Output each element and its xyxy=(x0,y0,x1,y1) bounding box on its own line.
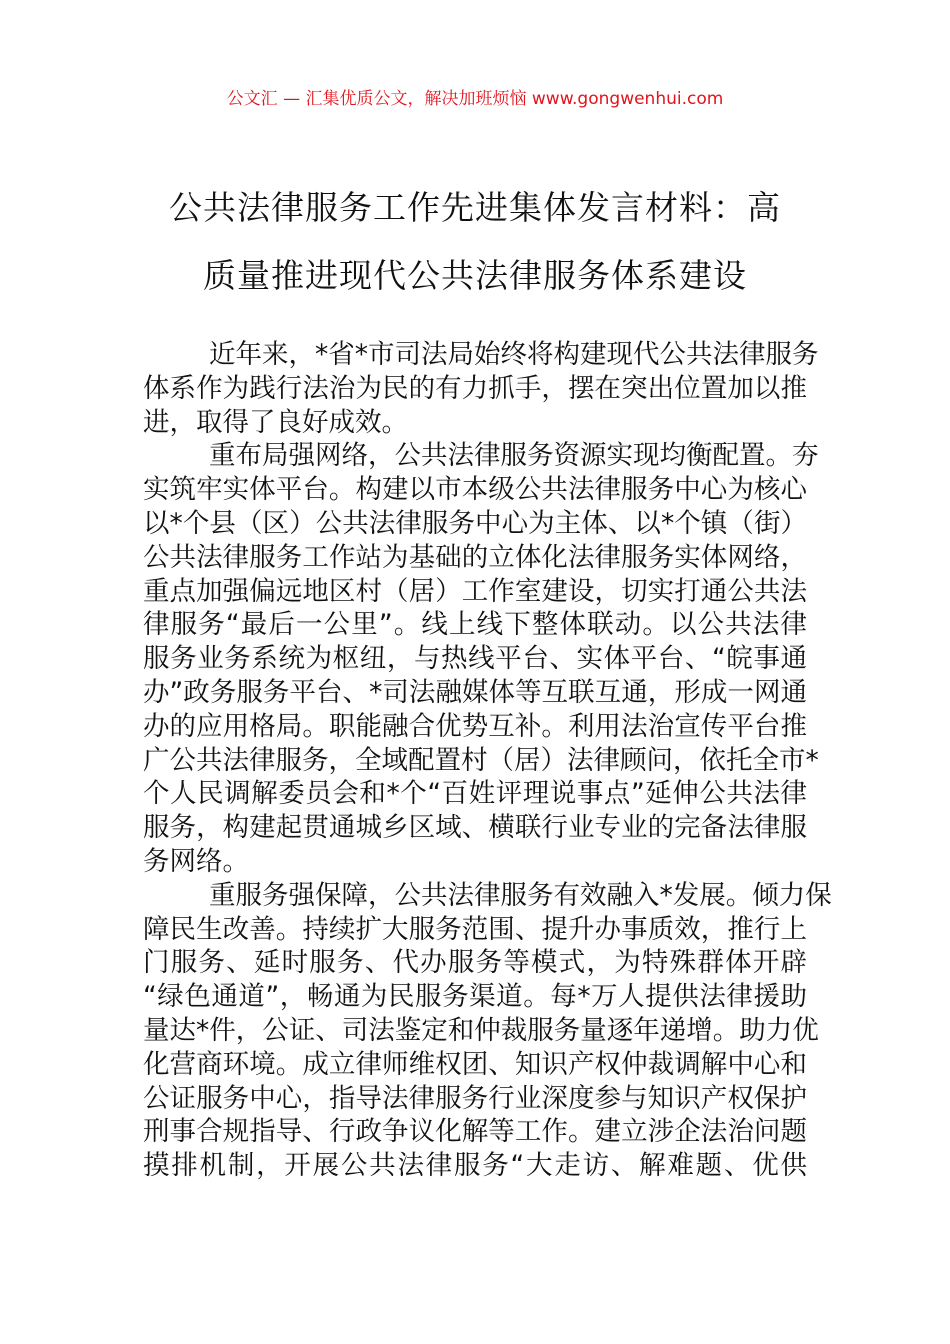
body-text-line: 体系作为践行法治为民的有力抓手，摆在突出位置加以推 xyxy=(143,372,807,404)
body-text-line: 律服务“最后一公里”。线上线下整体联动。以公共法律 xyxy=(143,609,807,641)
body-text-line: 服务，构建起贯通城乡区域、横联行业专业的完备法律服 xyxy=(143,812,807,844)
body-text-line: 进，取得了良好成效。 xyxy=(143,406,408,438)
body-text-line: 门服务、延时服务、代办服务等模式，为特殊群体开辟 xyxy=(143,947,807,979)
body-text-line: 量达*件，公证、司法鉴定和仲裁服务量逐年递增。助力优 xyxy=(143,1014,819,1046)
body-text-line: 重布局强网络，公共法律服务资源实现均衡配置。夯 xyxy=(209,440,819,472)
body-text-line: 服务业务系统为枢纽，与热线平台、实体平台、“皖事通 xyxy=(143,643,807,675)
document-title-line-2: 质量推进现代公共法律服务体系建设 xyxy=(203,256,747,295)
body-text-line: 刑事合规指导、行政争议化解等工作。建立涉企法治问题 xyxy=(143,1116,807,1148)
document-title-line-1: 公共法律服务工作先进集体发言材料：高 xyxy=(169,188,781,227)
body-text-line: 实筑牢实体平台。构建以市本级公共法律服务中心为核心 xyxy=(143,474,807,506)
body-text-line: 重服务强保障，公共法律服务有效融入*发展。倾力保 xyxy=(209,879,832,911)
body-text-line: 公共法律服务工作站为基础的立体化法律服务实体网络， xyxy=(143,541,807,573)
body-text-line: 重点加强偏远地区村（居）工作室建设，切实打通公共法 xyxy=(143,575,807,607)
body-text-line: 摸排机制，开展公共法律服务“大走访、解难题、优供 xyxy=(143,1150,807,1182)
site-watermark-header: 公文汇 — 汇集优质公文，解决加班烦恼 www.gongwenhui.com xyxy=(226,89,724,109)
body-text-line: 以*个县（区）公共法律服务中心为主体、以*个镇（街） xyxy=(143,507,807,539)
body-text-line: 公证服务中心，指导法律服务行业深度参与知识产权保护 xyxy=(143,1082,807,1114)
body-text-line: 广公共法律服务，全域配置村（居）法律顾问，依托全市* xyxy=(143,744,819,776)
body-text-line: 化营商环境。成立律师维权团、知识产权仲裁调解中心和 xyxy=(143,1048,807,1080)
body-text-line: 近年来，*省*市司法局始终将构建现代公共法律服务 xyxy=(209,339,819,370)
body-text-line: 办”政务服务平台、*司法融媒体等互联互通，形成一网通 xyxy=(143,676,807,708)
body-text-line: 个人民调解委员会和*个“百姓评理说事点”延伸公共法律 xyxy=(143,778,807,810)
body-text-line: 障民生改善。持续扩大服务范围、提升办事质效，推行上 xyxy=(143,913,807,945)
body-text-line: “绿色通道”，畅通为民服务渠道。每*万人提供法律援助 xyxy=(143,981,807,1013)
body-text-line: 务网络。 xyxy=(143,845,249,877)
document-body xyxy=(143,338,832,1183)
body-text-line: 办的应用格局。职能融合优势互补。利用法治宣传平台推 xyxy=(143,710,807,742)
